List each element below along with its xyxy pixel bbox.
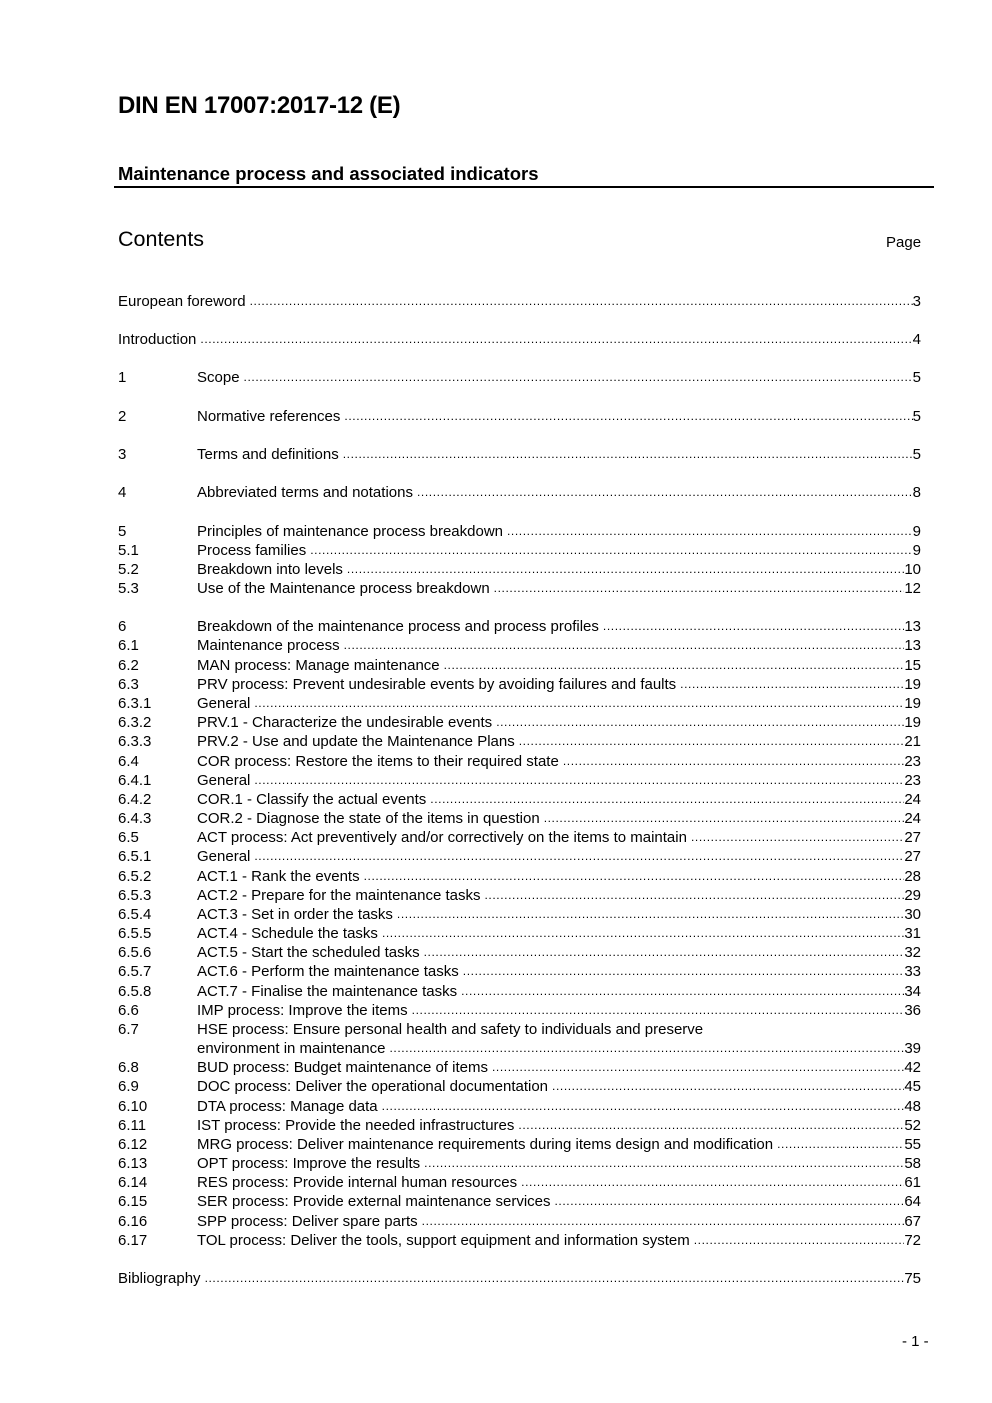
toc-entry-line <box>197 579 921 598</box>
toc-leader-dots <box>364 867 905 886</box>
toc-entry-page: 8 <box>912 484 921 501</box>
toc-leader-dots <box>382 924 904 943</box>
toc-leader-dots <box>254 771 904 790</box>
toc-entry-number: 6.5.4 <box>118 906 152 923</box>
toc-entry-number: 6.3.1 <box>118 695 152 712</box>
toc-entry-line <box>197 694 921 713</box>
toc-leader-dots <box>254 694 904 713</box>
toc-entry[interactable] <box>118 962 921 981</box>
toc-entry-line <box>197 483 921 502</box>
toc-entry-page: 24 <box>904 810 921 827</box>
toc-entry-line <box>197 752 921 771</box>
toc-leader-dots <box>417 483 913 502</box>
toc-entry-page: 13 <box>904 618 921 635</box>
toc-entry-number: 6.5.3 <box>118 887 152 904</box>
toc-entry-number: 6.14 <box>118 1174 148 1191</box>
toc-entry[interactable] <box>118 828 921 847</box>
toc-entry[interactable] <box>118 330 921 349</box>
toc-entry-title: General <box>197 695 251 712</box>
toc-entry-line <box>197 790 921 809</box>
toc-leader-dots <box>519 732 905 751</box>
toc-leader-dots <box>461 982 904 1001</box>
toc-entry-page: 19 <box>904 695 921 712</box>
toc-entry[interactable] <box>118 732 921 751</box>
toc-entry-line <box>197 1116 921 1135</box>
toc-entry[interactable] <box>118 1269 921 1288</box>
toc-entry-number: 6.7 <box>118 1021 139 1038</box>
toc-entry-line <box>197 617 921 636</box>
toc-entry-line <box>197 368 921 387</box>
toc-entry-line <box>197 943 921 962</box>
toc-entry-title: ACT process: Act preventively and/or correctively on the items to maintain <box>197 829 687 846</box>
document-title: DIN EN 17007:2017-12 (E) <box>118 92 401 119</box>
toc-entry-line <box>197 1173 921 1192</box>
toc-entry-line <box>197 407 921 426</box>
toc-entry[interactable] <box>118 943 921 962</box>
toc-entry-title: COR.2 - Diagnose the state of the items in question <box>197 810 540 827</box>
toc-entry-line <box>197 809 921 828</box>
toc-entry-page: 15 <box>904 657 921 674</box>
toc-entry[interactable] <box>118 522 921 541</box>
toc-entry-page: 21 <box>904 733 921 750</box>
toc-entry-page: 64 <box>904 1193 921 1210</box>
toc-entry-number: 4 <box>118 484 127 501</box>
toc-entry-page: 32 <box>904 944 921 961</box>
toc-entry-title: SPP process: Deliver spare parts <box>197 1213 418 1230</box>
toc-entry-page: 5 <box>912 369 921 386</box>
toc-entry-title: COR.1 - Classify the actual events <box>197 791 427 808</box>
toc-entry-number: 6.15 <box>118 1193 148 1210</box>
toc-entry[interactable] <box>118 636 921 655</box>
toc-entry-title: PRV.2 - Use and update the Maintenance Plans <box>197 733 515 750</box>
toc-entry-page: 75 <box>904 1270 921 1287</box>
toc-entry-page: 30 <box>904 906 921 923</box>
toc-leader-dots <box>412 1001 905 1020</box>
toc-entry[interactable] <box>118 1001 921 1020</box>
toc-entry-number: 6.5 <box>118 829 139 846</box>
toc-entry-line <box>197 1192 921 1211</box>
toc-entry-line <box>197 982 921 1001</box>
toc-entry-page: 10 <box>904 561 921 578</box>
toc-entry-line <box>197 1058 921 1077</box>
toc-entry[interactable] <box>118 368 921 387</box>
toc-entry[interactable] <box>118 1058 921 1077</box>
toc-entry-title: ACT.5 - Start the scheduled tasks <box>197 944 420 961</box>
toc-leader-dots <box>463 962 905 981</box>
toc-entry-page: 28 <box>904 868 921 885</box>
toc-entry-title: General <box>197 772 251 789</box>
toc-entry-line <box>197 847 921 866</box>
toc-entry-number: 6.8 <box>118 1059 139 1076</box>
toc-leader-dots <box>492 1058 904 1077</box>
toc-entry-title: BUD process: Budget maintenance of items <box>197 1059 488 1076</box>
toc-entry-line <box>197 445 921 464</box>
toc-entry-page: 55 <box>904 1136 921 1153</box>
toc-entry-number: 6.4 <box>118 753 139 770</box>
toc-entry[interactable] <box>118 445 921 464</box>
toc-entry-title-continuation: environment in maintenance <box>197 1040 386 1057</box>
toc-leader-dots <box>544 809 905 828</box>
toc-leader-dots <box>691 828 904 847</box>
toc-entry-page: 29 <box>904 887 921 904</box>
toc-entry[interactable] <box>118 1212 921 1231</box>
toc-entry-line <box>197 713 921 732</box>
toc-leader-dots <box>552 1077 904 1096</box>
toc-entry[interactable] <box>118 1020 921 1057</box>
toc-entry[interactable] <box>118 1173 921 1192</box>
toc-leader-dots <box>205 1269 905 1288</box>
toc-entry[interactable] <box>118 982 921 1001</box>
toc-entry-line <box>118 292 921 311</box>
toc-entry-line <box>197 1231 921 1250</box>
toc-leader-dots <box>344 636 905 655</box>
toc-entry-page: 27 <box>904 848 921 865</box>
toc-entry-title: ACT.2 - Prepare for the maintenance tasks <box>197 887 481 904</box>
toc-entry-number: 6.11 <box>118 1117 147 1134</box>
toc-entry-number: 6 <box>118 618 127 635</box>
toc-entry[interactable] <box>118 579 921 598</box>
toc-entry-number: 5.3 <box>118 580 139 597</box>
toc-entry-line <box>197 1212 921 1231</box>
toc-entry-page: 27 <box>904 829 921 846</box>
toc-entry[interactable] <box>118 694 921 713</box>
toc-entry-page: 23 <box>904 753 921 770</box>
toc-entry-title: General <box>197 848 251 865</box>
toc-leader-dots <box>777 1135 904 1154</box>
contents-heading: Contents <box>118 227 205 251</box>
toc-entry[interactable] <box>118 675 921 694</box>
toc-entry-number: 6.5.6 <box>118 944 152 961</box>
toc-entry-page: 9 <box>912 542 921 559</box>
toc-entry-number: 6.17 <box>118 1232 148 1249</box>
toc-leader-dots <box>397 905 904 924</box>
toc-entry-title: ACT.4 - Schedule the tasks <box>197 925 378 942</box>
toc-leader-dots <box>444 656 905 675</box>
toc-entry-line <box>197 1077 921 1096</box>
toc-entry-title: SER process: Provide external maintenance services <box>197 1193 551 1210</box>
toc-entry-page: 58 <box>904 1155 921 1172</box>
toc-leader-dots <box>422 1212 905 1231</box>
toc-entry-line <box>197 924 921 943</box>
toc-leader-dots <box>518 1116 904 1135</box>
toc-entry-title: HSE process: Ensure personal health and safety to individuals and preserve <box>197 1021 704 1038</box>
toc-leader-dots <box>555 1192 905 1211</box>
toc-entry-page: 61 <box>904 1174 921 1191</box>
toc-entry-number: 6.1 <box>118 637 139 654</box>
toc-entry-line <box>197 962 921 981</box>
toc-entry[interactable] <box>118 656 921 675</box>
toc-entry-line <box>197 1154 921 1173</box>
toc-entry-number: 5.1 <box>118 542 139 559</box>
toc-entry-page: 5 <box>912 408 921 425</box>
toc-entry-number: 6.5.7 <box>118 963 152 980</box>
toc-entry[interactable] <box>118 1116 921 1135</box>
toc-entry-page: 39 <box>904 1040 921 1057</box>
toc-entry[interactable] <box>118 617 921 636</box>
toc-leader-dots <box>424 943 905 962</box>
toc-entry-title: MRG process: Deliver maintenance requirements during items design and modification <box>197 1136 774 1153</box>
toc-leader-dots <box>424 1154 904 1173</box>
toc-entry[interactable] <box>118 1231 921 1250</box>
toc-entry-title: IMP process: Improve the items <box>197 1002 408 1019</box>
title-rule <box>114 186 934 188</box>
toc-entry-number: 2 <box>118 408 127 425</box>
toc-entry-number: 6.6 <box>118 1002 139 1019</box>
toc-entry-number: 6.5.2 <box>118 868 152 885</box>
toc-entry-line <box>197 636 921 655</box>
toc-entry-title: Introduction <box>118 331 197 348</box>
page-number: - 1 - <box>902 1333 929 1350</box>
toc-entry-title: Maintenance process <box>197 637 340 654</box>
toc-leader-dots <box>254 847 904 866</box>
toc-entry-line <box>118 330 921 349</box>
toc-entry-number: 6.9 <box>118 1078 139 1095</box>
toc-entry[interactable] <box>118 790 921 809</box>
toc-entry-page: 48 <box>904 1098 921 1115</box>
toc-entry[interactable] <box>118 292 921 311</box>
toc-entry-title: Terms and definitions <box>197 446 339 463</box>
toc-leader-dots <box>389 1039 904 1058</box>
toc-entry-title: DTA process: Manage data <box>197 1098 378 1115</box>
toc-entry-line <box>197 560 921 579</box>
toc-entry-line <box>197 732 921 751</box>
toc-entry-title: RES process: Provide internal human resources <box>197 1174 518 1191</box>
toc-entry-page: 67 <box>904 1213 921 1230</box>
toc-entry-line <box>197 522 921 541</box>
toc-entry[interactable] <box>118 713 921 732</box>
toc-entry-line <box>197 886 921 905</box>
toc-entry-title: ACT.1 - Rank the events <box>197 868 360 885</box>
toc-entry-page: 19 <box>904 676 921 693</box>
toc-entry-number: 5.2 <box>118 561 139 578</box>
toc-entry-title: Process families <box>197 542 307 559</box>
toc-entry[interactable] <box>118 905 921 924</box>
toc-entry-number: 6.4.2 <box>118 791 152 808</box>
toc-entry-title: Principles of maintenance process breakdown <box>197 523 503 540</box>
toc-entry-page: 36 <box>904 1002 921 1019</box>
toc-entry-title: PRV process: Prevent undesirable events by avoiding failures and faults <box>197 676 677 693</box>
toc-entry-number: 6.5.1 <box>118 848 152 865</box>
toc-entry-line <box>197 867 921 886</box>
toc-leader-dots <box>310 541 912 560</box>
toc-entry-page: 24 <box>904 791 921 808</box>
toc-entry-number: 3 <box>118 446 127 463</box>
toc-entry-line <box>197 1135 921 1154</box>
toc-entry-number: 6.10 <box>118 1098 148 1115</box>
toc-entry-number: 6.2 <box>118 657 139 674</box>
toc-entry[interactable] <box>118 867 921 886</box>
toc-entry-line <box>118 1269 921 1288</box>
toc-entry[interactable] <box>118 847 921 866</box>
toc-entry-line <box>197 1001 921 1020</box>
toc-entry-page: 42 <box>904 1059 921 1076</box>
toc-entry-number: 6.13 <box>118 1155 148 1172</box>
toc-leader-dots <box>347 560 904 579</box>
toc-entry-page: 13 <box>904 637 921 654</box>
toc-entry-title: Abbreviated terms and notations <box>197 484 413 501</box>
toc-entry-title: MAN process: Manage maintenance <box>197 657 440 674</box>
toc-entry[interactable] <box>118 560 921 579</box>
toc-entry[interactable] <box>118 886 921 905</box>
toc-entry-title: IST process: Provide the needed infrastructures <box>197 1117 515 1134</box>
toc-entry-number: 6.5.5 <box>118 925 152 942</box>
toc-leader-dots <box>496 713 904 732</box>
toc-entry-title-line <box>197 1020 921 1039</box>
toc-leader-dots <box>494 579 905 598</box>
toc-leader-dots <box>694 1231 905 1250</box>
toc-leader-dots <box>680 675 904 694</box>
toc-entry-number: 6.12 <box>118 1136 148 1153</box>
toc-leader-dots <box>244 368 913 387</box>
toc-entry[interactable] <box>118 483 921 502</box>
toc-entry-number: 6.5.8 <box>118 983 152 1000</box>
toc-entry[interactable] <box>118 1154 921 1173</box>
toc-leader-dots <box>484 886 904 905</box>
toc-entry-number: 6.4.1 <box>118 772 152 789</box>
toc-entry-number: 6.3.2 <box>118 714 152 731</box>
toc-entry-title: European foreword <box>118 293 246 310</box>
toc-entry-title: Breakdown into levels <box>197 561 343 578</box>
toc-entry-number: 6.4.3 <box>118 810 152 827</box>
toc-entry-number: 6.3.3 <box>118 733 152 750</box>
toc-entry-title: DOC process: Deliver the operational documentation <box>197 1078 549 1095</box>
toc-leader-dots <box>507 522 913 541</box>
toc-entry[interactable] <box>118 771 921 790</box>
toc-leader-dots <box>250 292 913 311</box>
toc-entry[interactable] <box>118 924 921 943</box>
toc-entry-page: 9 <box>912 523 921 540</box>
toc-entry-title: Bibliography <box>118 1270 201 1287</box>
toc-entry[interactable] <box>118 809 921 828</box>
toc-entry-line <box>197 771 921 790</box>
toc-entry-title: Scope <box>197 369 240 386</box>
toc-entry-title: TOL process: Deliver the tools, support equipment and information system <box>197 1232 690 1249</box>
toc-entry-page: 5 <box>912 446 921 463</box>
toc-entry-page: 19 <box>904 714 921 731</box>
toc-entry-title: ACT.7 - Finalise the maintenance tasks <box>197 983 458 1000</box>
toc-leader-dots <box>344 407 912 426</box>
page-column-heading: Page <box>886 234 922 251</box>
toc-entry-title: Breakdown of the maintenance process and process profiles <box>197 618 599 635</box>
toc-entry-line <box>197 541 921 560</box>
toc-entry-page: 72 <box>904 1232 921 1249</box>
toc-leader-dots <box>563 752 904 771</box>
toc-entry-page: 45 <box>904 1078 921 1095</box>
toc-entry-title: OPT process: Improve the results <box>197 1155 421 1172</box>
toc-entry[interactable] <box>118 407 921 426</box>
toc-entry-page: 3 <box>912 293 921 310</box>
toc-entry-title: Normative references <box>197 408 341 425</box>
toc-entry-page: 23 <box>904 772 921 789</box>
toc-entry-line <box>197 1097 921 1116</box>
toc-entry-page: 52 <box>904 1117 921 1134</box>
toc-entry[interactable] <box>118 1097 921 1116</box>
toc-entry-number: 6.3 <box>118 676 139 693</box>
toc-entry-number: 1 <box>118 369 127 386</box>
toc-entry-title: PRV.1 - Characterize the undesirable events <box>197 714 493 731</box>
toc-entry-line <box>197 675 921 694</box>
toc-entry-page: 33 <box>904 963 921 980</box>
toc-entry-title: Use of the Maintenance process breakdown <box>197 580 490 597</box>
toc-entry-line <box>197 828 921 847</box>
toc-entry[interactable] <box>118 1077 921 1096</box>
toc-leader-dots <box>603 617 904 636</box>
toc-entry-line <box>197 656 921 675</box>
toc-entry[interactable] <box>118 1135 921 1154</box>
toc-entry-number: 5 <box>118 523 127 540</box>
toc-entry-page: 12 <box>904 580 921 597</box>
toc-entry-title: ACT.6 - Perform the maintenance tasks <box>197 963 459 980</box>
toc-leader-dots <box>521 1173 904 1192</box>
toc-leader-dots <box>343 445 913 464</box>
toc-entry-title: COR process: Restore the items to their required state <box>197 753 559 770</box>
toc-entry-line <box>197 905 921 924</box>
toc-entry-page: 34 <box>904 983 921 1000</box>
toc-leader-dots <box>382 1097 905 1116</box>
document-subtitle: Maintenance process and associated indicators <box>118 163 539 184</box>
toc-leader-dots <box>430 790 904 809</box>
toc-entry[interactable] <box>118 541 921 560</box>
toc-entry-page: 4 <box>912 331 921 348</box>
toc-entry-page: 31 <box>904 925 921 942</box>
toc-leader-dots <box>200 330 912 349</box>
toc-entry-number: 6.16 <box>118 1213 148 1230</box>
toc-entry[interactable] <box>118 752 921 771</box>
toc-entry-title: ACT.3 - Set in order the tasks <box>197 906 393 923</box>
toc-entry[interactable] <box>118 1192 921 1211</box>
toc-entry-continuation <box>197 1039 921 1058</box>
